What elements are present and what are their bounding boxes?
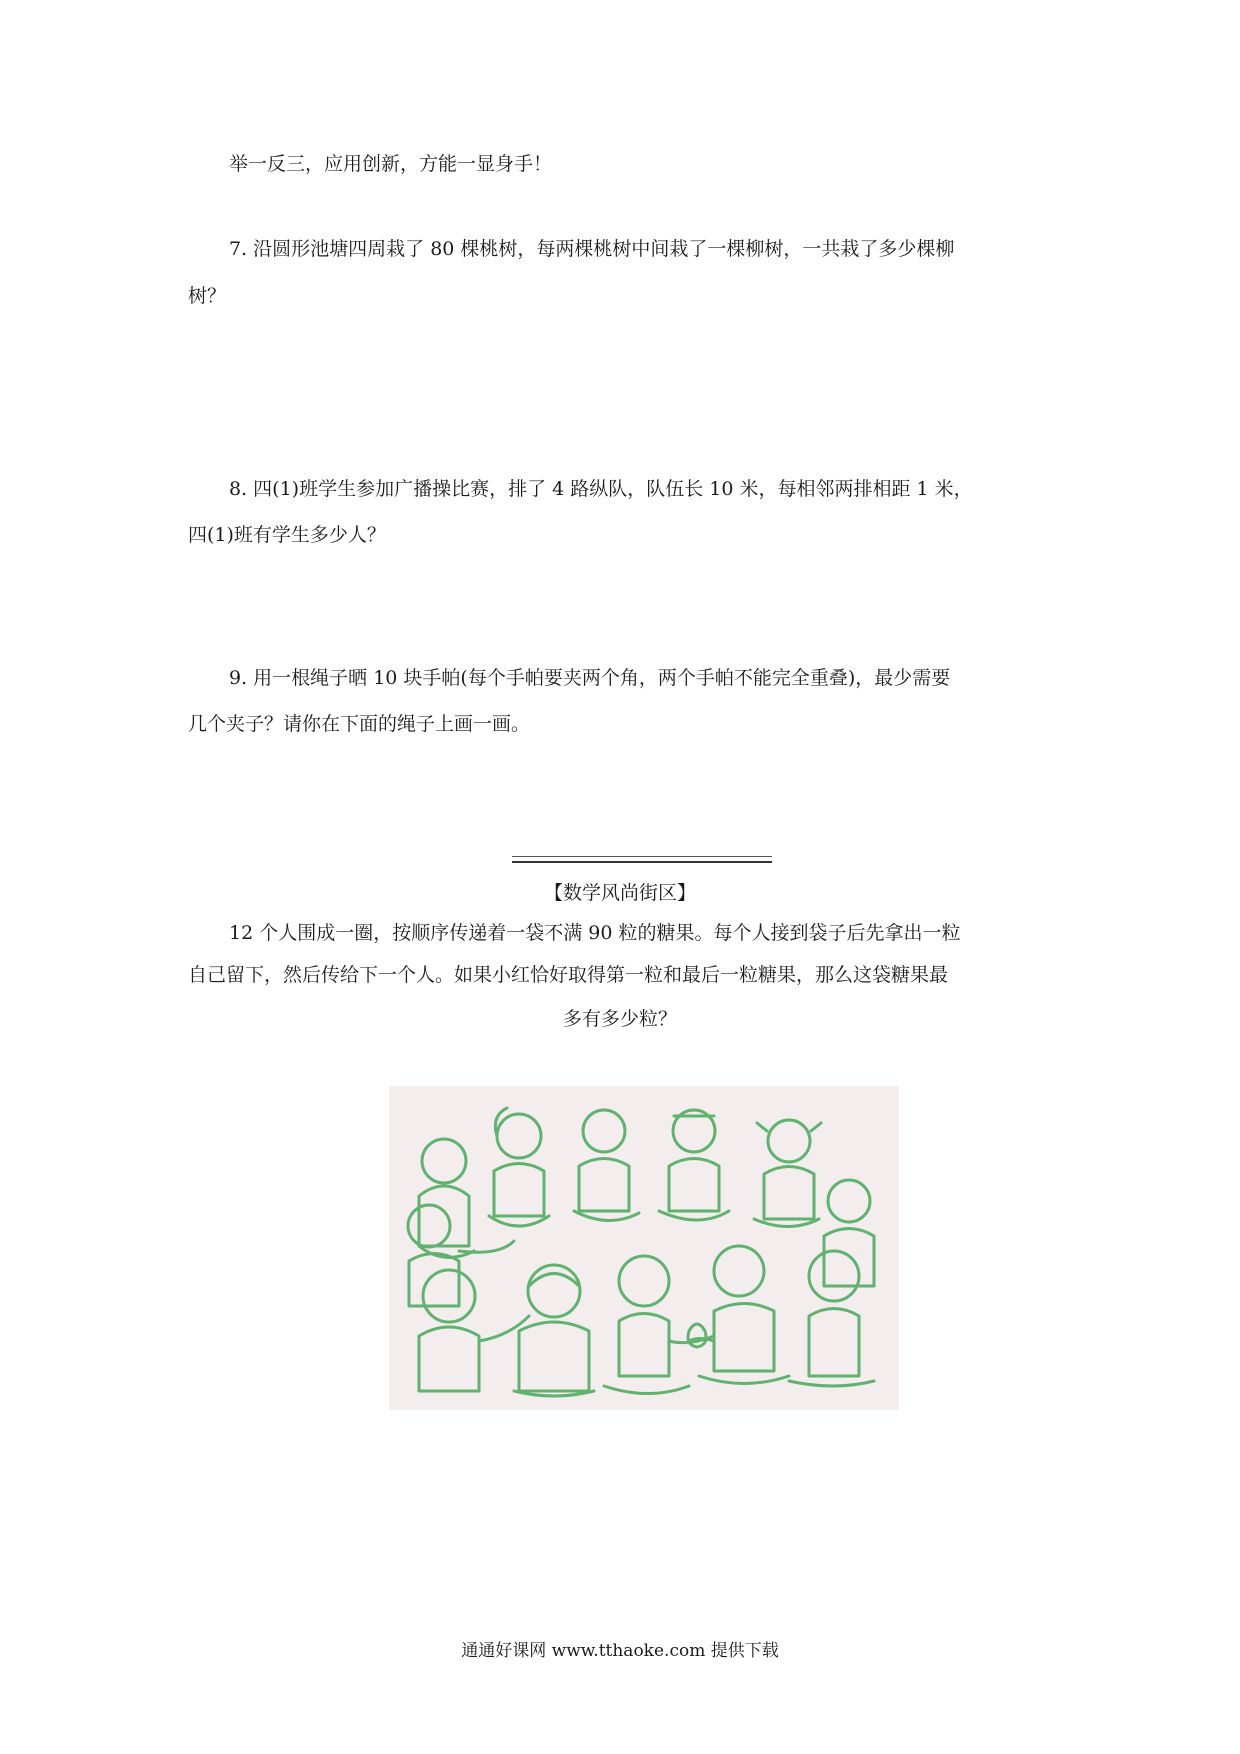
child-figure-3 bbox=[574, 1110, 639, 1221]
question-9-line-1: 9. 用一根绳子晒 10 块手帕(每个手帕要夹两个角，两个手帕不能完全重叠)，最少需要 bbox=[229, 667, 951, 689]
child-figure-9 bbox=[514, 1265, 594, 1396]
question-8-line-2: 四(1)班有学生多少人？ bbox=[188, 524, 386, 546]
intro-text: 举一反三，应用创新，方能一显身手！ bbox=[229, 153, 553, 175]
section-text-line-3: 多有多少粒？ bbox=[562, 1008, 677, 1030]
question-8-line-1: 8. 四(1)班学生参加广播操比赛，排了 4 路纵队，队伍长 10 米，每相邻两排相距 1 米， bbox=[229, 478, 973, 500]
child-figure-5 bbox=[754, 1120, 821, 1227]
page-footer: 通通好课网 www.tthaoke.com 提供下载 bbox=[461, 1641, 779, 1661]
child-figure-4 bbox=[659, 1110, 729, 1220]
candy-bag bbox=[688, 1324, 706, 1347]
child-figure-11 bbox=[689, 1246, 789, 1384]
question-7-line-2: 树？ bbox=[188, 285, 227, 307]
section-text-line-2: 自己留下，然后传给下一个人。如果小红恰好取得第一粒和最后一粒糖果，那么这袋糖果最 bbox=[188, 964, 949, 986]
illustration-svg bbox=[389, 1086, 899, 1410]
children-circle-illustration bbox=[389, 1086, 899, 1410]
child-figure-2 bbox=[489, 1108, 549, 1226]
question-7-line-1: 7. 沿圆形池塘四周栽了 80 棵桃树，每两棵桃树中间栽了一棵柳树，一共栽了多少棵柳 bbox=[229, 238, 955, 260]
question-9-line-2: 几个夹子？请你在下面的绳子上画一画。 bbox=[188, 713, 531, 735]
section-text-line-1: 12 个人围成一圈，按顺序传递着一袋不满 90 粒的糖果。每个人接到袋子后先拿出一粒 bbox=[229, 922, 961, 944]
section-title: 【数学风尚街区】 bbox=[543, 882, 696, 904]
rope-drawing-line bbox=[512, 856, 772, 863]
child-figure-6 bbox=[824, 1180, 874, 1286]
child-figure-8 bbox=[419, 1270, 529, 1391]
child-figure-12 bbox=[789, 1251, 874, 1386]
